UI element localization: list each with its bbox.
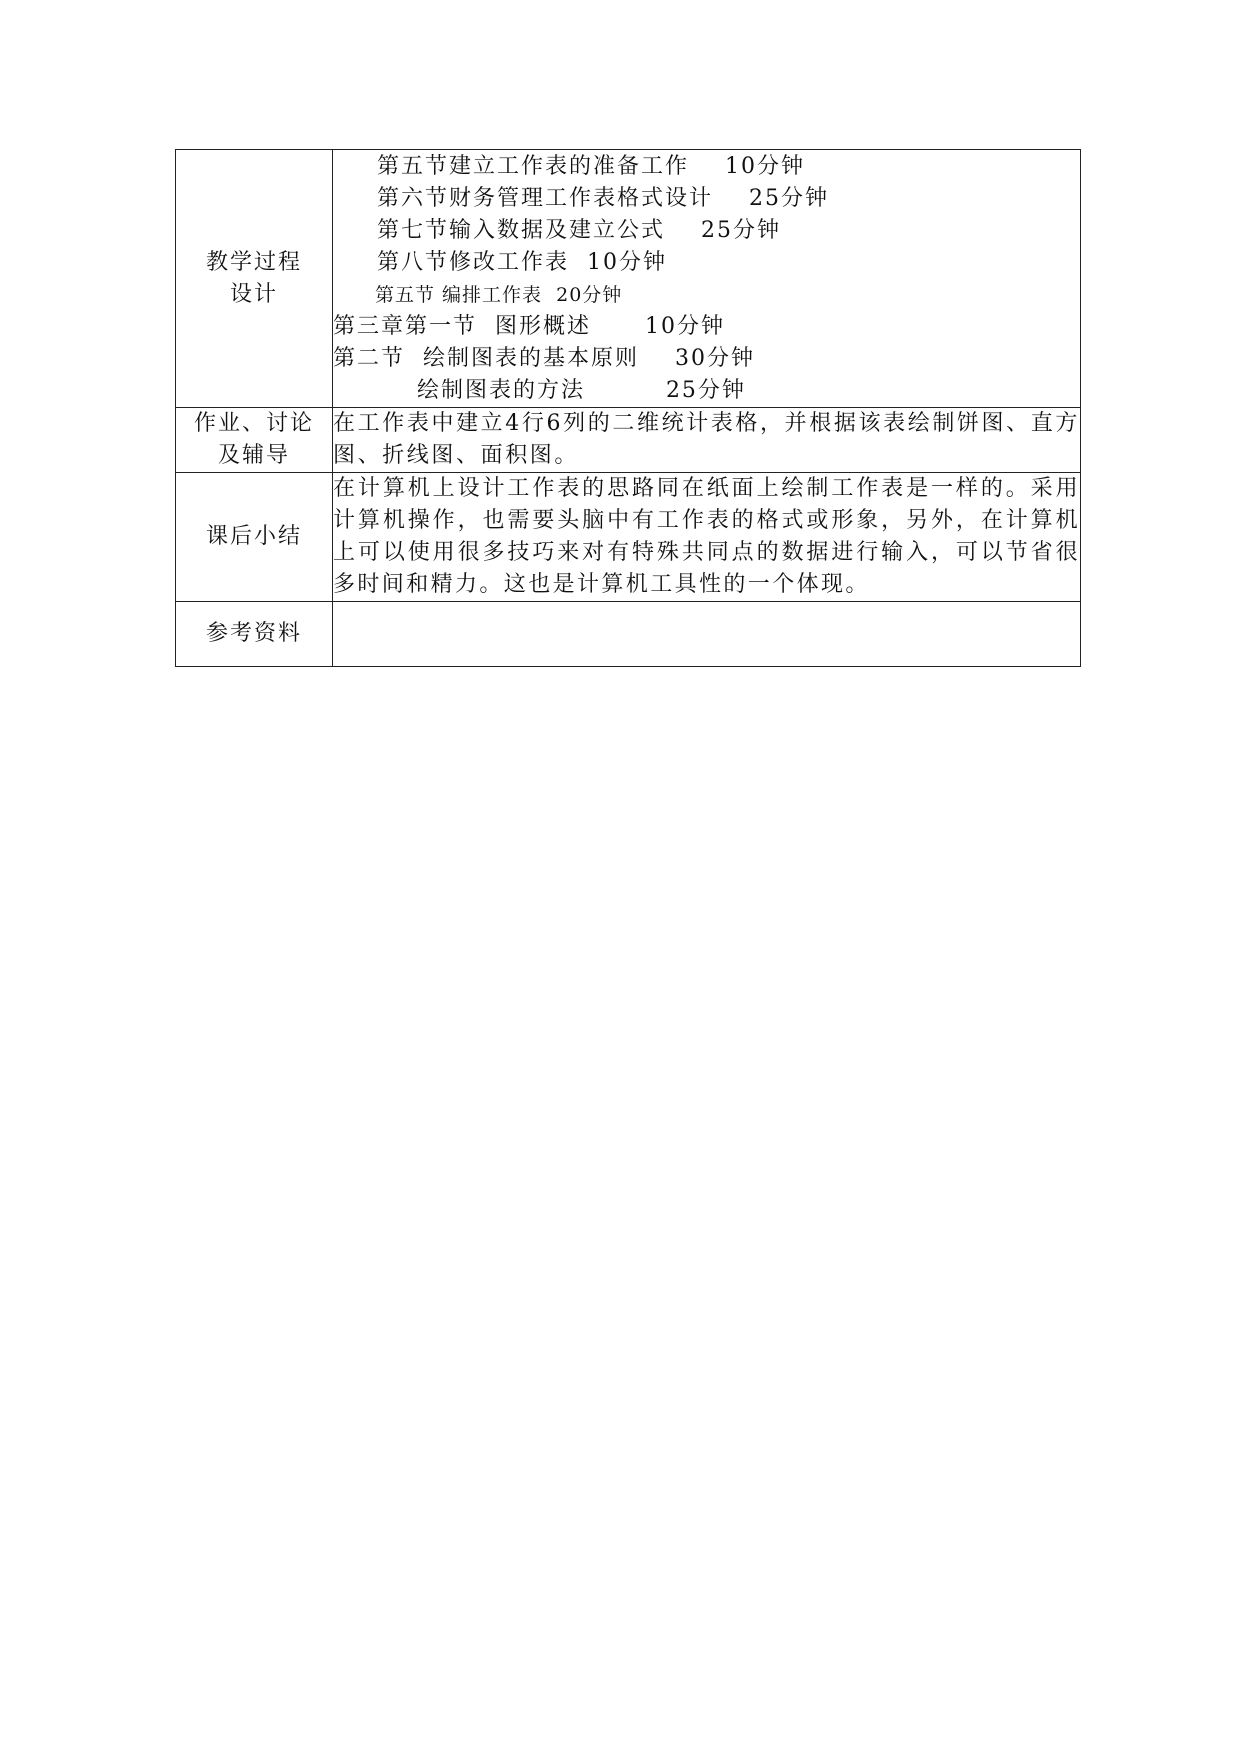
summary-label-cell — [176, 473, 333, 602]
teaching-process-label-cell — [176, 150, 333, 408]
lesson-plan-table — [175, 149, 1081, 667]
schedule-line: 第五节 编排工作表 20分钟 — [375, 283, 623, 306]
summary-text: 在计算机上设计工作表的思路同在纸面上绘制工作表是一样的。采用计算机操作，也需要头脑中有工作表的格式或形象，另外，在计算机上可以使用很多技巧来对有特殊共同点的数据进行输入，可以节省很多时间和精力。这也是计算机工具性的一个体现。 — [333, 476, 1080, 597]
table-row-summary — [176, 473, 1081, 602]
schedule-line: 第八节修改工作表 10分钟 — [377, 249, 667, 275]
table-row-homework — [176, 408, 1081, 473]
teaching-process-label-line2: 设计 — [229, 281, 278, 307]
schedule-line: 第七节输入数据及建立公式 25分钟 — [377, 217, 781, 243]
schedule-line: 绘制图表的方法 25分钟 — [417, 377, 746, 403]
schedule-line: 第六节财务管理工作表格式设计 25分钟 — [377, 185, 829, 211]
homework-text: 在工作表中建立4行6列的二维统计表格，并根据该表绘制饼图、直方图、折线图、面积图。 — [333, 411, 1080, 468]
table-row-references — [176, 602, 1081, 667]
references-content-cell — [333, 602, 1081, 667]
schedule-line: 第三章第一节 图形概述 10分钟 — [333, 313, 725, 339]
homework-label-line2: 及辅导 — [217, 443, 290, 468]
summary-content-cell — [333, 473, 1081, 602]
teaching-process-content-cell — [333, 150, 1081, 408]
schedule-line: 第五节建立工作表的准备工作 10分钟 — [377, 153, 805, 179]
schedule-line: 第二节 绘制图表的基本原则 30分钟 — [333, 345, 755, 371]
references-label-cell — [176, 602, 333, 667]
summary-label: 课后小结 — [205, 524, 302, 549]
homework-content-cell — [333, 408, 1081, 473]
teaching-process-label-line1: 教学过程 — [205, 249, 302, 275]
references-label: 参考资料 — [205, 621, 302, 646]
homework-label-line1: 作业、讨论 — [193, 411, 314, 436]
homework-label-cell — [176, 408, 333, 473]
table-row-teaching-process — [176, 150, 1081, 408]
